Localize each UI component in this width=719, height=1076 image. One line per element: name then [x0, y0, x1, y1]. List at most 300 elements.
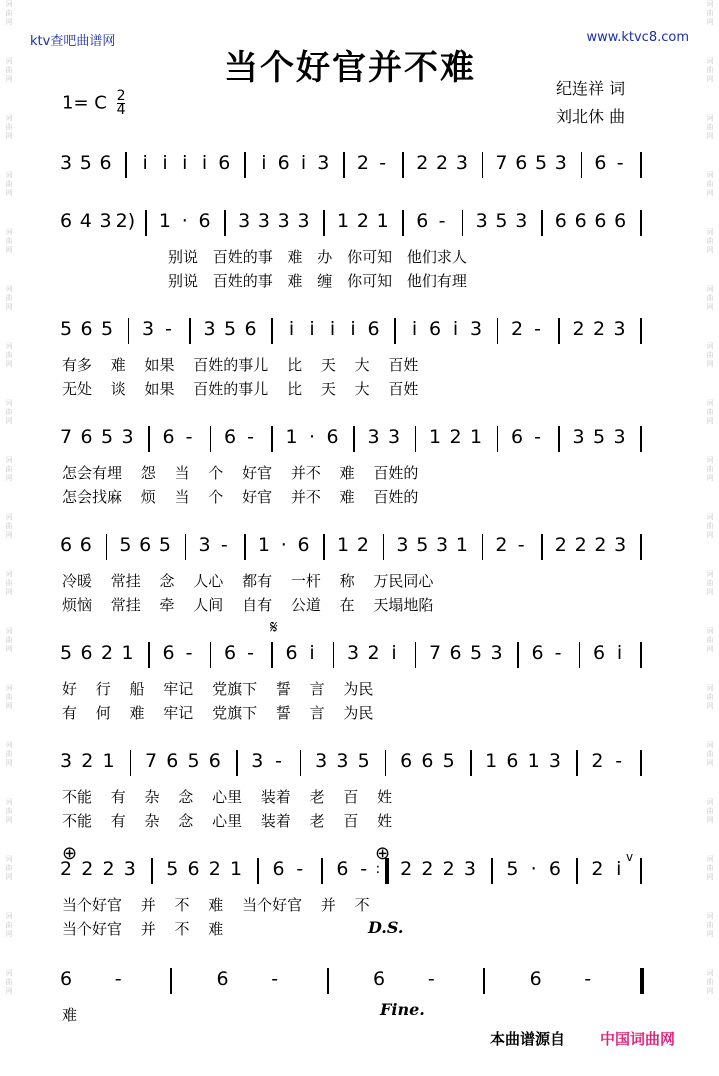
note: 6	[208, 750, 221, 772]
note: 3	[396, 534, 409, 556]
note: 6	[400, 750, 413, 772]
watermark-text: 词 曲 网	[706, 684, 714, 710]
note: 6	[166, 750, 179, 772]
note: 1	[257, 534, 270, 556]
lyric-line: 不能 有 杂 念 心里 装着 老 百 姓	[62, 812, 393, 830]
note: 5	[592, 426, 606, 448]
note: 3	[317, 152, 330, 174]
note: ·	[308, 426, 316, 448]
note: i	[288, 318, 295, 340]
barline	[148, 642, 150, 668]
note: 1	[428, 426, 442, 448]
note: 3	[572, 426, 585, 448]
lyric-line: 别说 百姓的事 难 缠 你可知 他们有理	[168, 272, 467, 290]
note: 2	[356, 152, 369, 174]
watermark-text: 词 曲 网	[5, 228, 13, 254]
watermark-text: 词 曲 网	[5, 342, 13, 368]
note: 6	[428, 318, 442, 340]
staff-row	[59, 210, 662, 240]
note: 1	[102, 750, 115, 772]
key-signature	[62, 90, 125, 117]
note: 6	[223, 642, 237, 664]
lyric-line: 难	[62, 1006, 78, 1024]
note: 5	[506, 858, 519, 880]
note: 6	[187, 858, 200, 880]
note: 6	[80, 318, 93, 340]
staff-row	[59, 426, 662, 456]
note: -	[616, 152, 624, 174]
note: i	[616, 858, 622, 880]
watermark-text: 词 曲 网	[706, 399, 714, 425]
note: 5	[158, 534, 171, 556]
barline	[640, 426, 642, 452]
note: 3	[203, 318, 216, 340]
watermark-text: 词 曲 网	[706, 456, 714, 482]
note: i	[309, 318, 315, 340]
barline	[640, 152, 642, 178]
barline	[497, 426, 499, 452]
watermark-text: 词 曲 网	[706, 798, 714, 824]
note: 6	[367, 318, 380, 340]
staff-row	[59, 318, 662, 348]
barline	[402, 152, 404, 178]
note: 6	[162, 426, 175, 448]
note: 1	[455, 534, 468, 556]
note: 2	[574, 534, 587, 556]
note: 5	[119, 534, 132, 556]
barline	[244, 152, 246, 178]
watermark-text: 词 曲 网	[5, 798, 13, 824]
note: 5	[223, 318, 237, 340]
note: 6	[515, 152, 528, 174]
note: 3	[336, 750, 349, 772]
note: -	[114, 968, 122, 990]
watermark-text: 词 曲 网	[5, 114, 13, 140]
barline	[483, 968, 485, 994]
note: 2	[554, 534, 567, 556]
note: 6	[373, 968, 386, 990]
watermark-right	[703, 0, 717, 1076]
barline	[640, 750, 642, 776]
note: 5	[357, 750, 370, 772]
watermark-text: 词 曲 网	[706, 0, 714, 26]
note: 5	[59, 318, 73, 340]
note: 1	[337, 210, 350, 232]
barline	[236, 750, 238, 776]
barline	[640, 534, 642, 560]
breath-mark-icon: v	[626, 850, 634, 864]
note: 2	[102, 858, 115, 880]
note: -	[534, 318, 541, 340]
barline	[640, 642, 642, 668]
barline	[640, 318, 642, 344]
barline	[640, 858, 642, 884]
note: 3	[141, 318, 155, 340]
lyric-line: 当个好官 并 不 难	[62, 920, 224, 938]
note: 2	[356, 210, 369, 232]
note: 6	[421, 750, 434, 772]
barline	[462, 210, 464, 236]
lyric-line: 有多 难 如果 百姓的事儿 比 天 大 百姓	[62, 356, 419, 374]
lyricist: 纪连祥 词	[556, 79, 626, 98]
note: -	[438, 210, 446, 232]
song-title: 当个好官并不难	[224, 48, 476, 88]
coda-icon: ⊕	[62, 843, 78, 864]
barline	[581, 152, 583, 178]
barline	[482, 152, 484, 178]
watermark-text: 词 曲 网	[5, 912, 13, 938]
fine-marking: Fine.	[380, 1000, 425, 1019]
site-url-right[interactable]: www.ktvc8.com	[586, 30, 689, 45]
note: 6	[592, 642, 606, 664]
note: 6	[139, 534, 152, 556]
barline	[130, 750, 132, 776]
watermark-text: 词 曲 网	[706, 114, 714, 140]
note: 6	[594, 152, 607, 174]
note: 3	[436, 534, 449, 556]
note: 5	[534, 152, 548, 174]
note: i	[452, 318, 459, 340]
watermark-text: 词 曲 网	[5, 399, 13, 425]
note: 6	[198, 210, 211, 232]
barline	[185, 534, 187, 560]
lyric-line: 冷暖 常挂 念 人心 都有 一杆 称 万民同心	[62, 572, 434, 590]
note: 7	[428, 642, 442, 664]
note: 6	[297, 534, 310, 556]
note: 3	[490, 642, 503, 664]
note: 1	[527, 750, 540, 772]
note: 3	[346, 642, 360, 664]
note: 2	[100, 642, 114, 664]
barline	[271, 318, 273, 344]
watermark-text: 词 曲 网	[5, 570, 13, 596]
note: 2	[416, 152, 429, 174]
ds-marking: D.S.	[368, 918, 404, 937]
barline	[558, 318, 560, 344]
note: 2	[208, 858, 221, 880]
staff-row	[59, 642, 662, 672]
note: 1	[376, 210, 389, 232]
note: 2	[367, 642, 380, 664]
barline	[257, 858, 259, 884]
note: 3	[315, 750, 328, 772]
barline	[579, 642, 581, 668]
lyric-line: 无处 谈 如果 百姓的事儿 比 天 大 百姓	[62, 380, 419, 398]
watermark-text: 词 曲 网	[706, 627, 714, 653]
note: i	[201, 152, 208, 174]
note: -	[247, 426, 254, 448]
barline	[244, 534, 246, 560]
note: i	[329, 318, 336, 340]
note: 6	[614, 210, 627, 232]
barline	[402, 210, 404, 236]
note: 5	[495, 210, 508, 232]
barline	[383, 534, 385, 560]
note: 3	[515, 210, 528, 232]
note: 6	[416, 210, 429, 232]
note: 6	[216, 968, 229, 990]
lyric-line: 烦恼 常挂 牵 人间 自有 公道 在 天塌地陷	[62, 596, 434, 614]
barline	[576, 858, 578, 884]
note: 3	[277, 210, 290, 232]
barline	[482, 534, 484, 560]
barline	[497, 318, 499, 344]
note: 6	[336, 858, 349, 880]
watermark-text: 词 曲 网	[706, 969, 714, 995]
watermark-text: 词 曲 网	[706, 285, 714, 311]
note: 7	[59, 426, 73, 448]
note: -	[534, 426, 541, 448]
barline	[189, 318, 191, 344]
note: 6	[574, 210, 587, 232]
note: -	[185, 426, 193, 448]
note: -	[517, 534, 525, 556]
note: 6	[80, 642, 93, 664]
note: 6	[223, 426, 237, 448]
lyric-line: 有 何 难 牢记 党旗下 誓 言 为民	[62, 704, 374, 722]
barline	[210, 642, 212, 668]
note: 3	[367, 426, 380, 448]
watermark-text: 词 曲 网	[706, 171, 714, 197]
barline	[517, 642, 519, 668]
note: 7	[495, 152, 508, 174]
note: 5	[59, 642, 73, 664]
note: -	[271, 968, 279, 990]
barline	[541, 210, 543, 236]
barline	[271, 426, 273, 452]
barline	[106, 534, 108, 560]
watermark-text: 词 曲 网	[706, 228, 714, 254]
note: 3	[59, 750, 73, 772]
note: 2	[591, 858, 604, 880]
note: 6	[510, 426, 524, 448]
barline	[385, 750, 387, 776]
barline	[394, 318, 396, 344]
footer-source: 本曲谱源自	[490, 1030, 566, 1048]
note: i	[261, 152, 267, 174]
barline	[491, 858, 493, 884]
watermark-text: 词 曲 网	[706, 57, 714, 83]
note: -	[360, 858, 368, 880]
lyric-line: 当个好官 并 不 难 当个好官 并 不	[62, 896, 370, 914]
barline	[128, 318, 130, 344]
note: 6	[554, 210, 567, 232]
note: -	[247, 642, 254, 664]
note: ·	[530, 858, 537, 880]
barline	[125, 152, 127, 178]
note: 1	[469, 426, 483, 448]
note: 3	[613, 318, 626, 340]
note: i	[411, 318, 418, 340]
note: -	[584, 968, 592, 990]
note: 5	[416, 534, 429, 556]
watermark-text: 词 曲 网	[5, 0, 13, 26]
note: i	[616, 642, 623, 664]
note: 1	[158, 210, 171, 232]
barline	[640, 210, 642, 236]
note: 6	[548, 858, 561, 880]
note: 6	[594, 210, 607, 232]
staff-row	[59, 534, 662, 564]
note: i	[182, 152, 188, 174]
note: 2	[594, 534, 607, 556]
barline	[224, 210, 226, 236]
composer: 刘北休 曲	[556, 107, 626, 126]
site-name-left[interactable]: ktv查吧曲谱网	[30, 34, 116, 49]
note: 6	[277, 152, 290, 174]
note: 5	[442, 750, 455, 772]
note: 1	[337, 534, 350, 556]
key-label: 1= C	[62, 92, 107, 114]
note: 6	[272, 858, 285, 880]
note: ·	[280, 534, 287, 556]
barline	[470, 750, 472, 776]
lyric-line: 怎会有埋 怨 当 个 好官 并不 难 百姓的	[62, 464, 419, 482]
coda-icon-2: ⊕	[375, 843, 391, 864]
note: 6	[59, 210, 73, 232]
footer-site[interactable]: 中国词曲网	[600, 1030, 676, 1048]
note: 6	[506, 750, 519, 772]
watermark-text: 词 曲 网	[706, 741, 714, 767]
watermark-text: 词 曲 网	[706, 570, 714, 596]
barline	[353, 426, 355, 452]
note: -	[165, 318, 172, 340]
staff-row	[59, 858, 662, 888]
staff-row	[59, 968, 662, 998]
note: 3	[455, 152, 468, 174]
barline	[333, 642, 335, 668]
watermark-text: 词 曲 网	[5, 513, 13, 539]
barline	[145, 210, 147, 236]
note: 2	[59, 858, 73, 880]
note: 6	[79, 534, 92, 556]
barline	[541, 534, 543, 560]
note: 6	[326, 426, 339, 448]
lyric-line: 怎会找麻 烦 当 个 好官 并不 难 百姓的	[62, 488, 419, 506]
watermark-text: 词 曲 网	[5, 456, 13, 482]
note: -	[554, 642, 562, 664]
note: 5	[187, 750, 200, 772]
note: 5	[100, 318, 114, 340]
barline	[300, 750, 302, 776]
watermark-text: 词 曲 网	[706, 855, 714, 881]
lyric-line: 别说 百姓的事 难 办 你可知 他们求人	[168, 248, 467, 266]
note: 2)	[115, 210, 136, 232]
note: 2	[81, 858, 94, 880]
note: i	[142, 152, 148, 174]
barline	[327, 968, 329, 994]
note: 3	[548, 750, 561, 772]
note: 3	[613, 426, 626, 448]
lyric-line: 不能 有 杂 念 心里 装着 老 百 姓	[62, 788, 393, 806]
watermark-text: 词 曲 网	[5, 969, 13, 995]
note: 2	[81, 750, 94, 772]
note: 6	[244, 318, 257, 340]
note: 3	[469, 318, 483, 340]
note: 3	[238, 210, 251, 232]
note: -	[185, 642, 193, 664]
note: 5	[166, 858, 179, 880]
barline	[210, 426, 212, 452]
note: -	[427, 968, 435, 990]
note: i	[391, 642, 397, 664]
barline	[323, 210, 325, 236]
watermark-text: 词 曲 网	[5, 171, 13, 197]
note: 2	[592, 318, 606, 340]
time-signature	[117, 90, 126, 117]
note: -	[379, 152, 387, 174]
note: 6	[162, 642, 175, 664]
watermark-text: 词 曲 网	[5, 741, 13, 767]
note: 3	[614, 534, 627, 556]
note: 3	[123, 858, 136, 880]
note: 1	[230, 858, 243, 880]
note: 6	[59, 968, 73, 990]
note: 7	[144, 750, 158, 772]
note: -	[220, 534, 228, 556]
note: 2	[356, 534, 369, 556]
barline	[271, 642, 273, 668]
watermark-text: 词 曲 网	[706, 912, 714, 938]
note: 6	[99, 152, 112, 174]
watermark-text: 词 曲 网	[5, 855, 13, 881]
note: -	[615, 750, 623, 772]
watermark-text: 词 曲 网	[706, 513, 714, 539]
note: 3	[554, 152, 567, 174]
note: 3	[387, 426, 401, 448]
staff-row	[59, 750, 662, 780]
note: 3	[463, 858, 476, 880]
watermark-text: 词 曲 网	[5, 627, 13, 653]
note: i	[300, 152, 307, 174]
watermark-text: 词 曲 网	[5, 684, 13, 710]
barline	[321, 858, 323, 884]
time-top: 2	[116, 88, 126, 104]
watermark-text: 词 曲 网	[5, 285, 13, 311]
note: 2	[572, 318, 585, 340]
lyric-line: 好 行 船 牢记 党旗下 誓 言 为民	[62, 680, 374, 698]
note: 6	[285, 642, 298, 664]
note: i	[309, 642, 315, 664]
note: -	[296, 858, 304, 880]
note: 5	[100, 426, 114, 448]
note: 6	[531, 642, 544, 664]
note: 2	[421, 858, 434, 880]
note: 2	[442, 858, 455, 880]
barline	[415, 426, 417, 452]
note: 2	[400, 858, 413, 880]
note: 4	[79, 210, 92, 232]
barline	[558, 426, 560, 452]
note: 3	[198, 534, 211, 556]
note: 6	[529, 968, 542, 990]
note: 2	[591, 750, 604, 772]
note: 1	[121, 642, 134, 664]
segno-icon: 𝄋	[270, 617, 278, 638]
note: 3	[475, 210, 488, 232]
note: 3	[99, 210, 112, 232]
barline	[151, 858, 153, 884]
note: ·	[181, 210, 188, 232]
note: 6	[218, 152, 231, 174]
barline	[343, 152, 345, 178]
note: 2	[436, 152, 449, 174]
note: 1	[485, 750, 498, 772]
watermark-text: 词 曲 网	[706, 342, 714, 368]
barline	[170, 968, 172, 994]
note: 3	[297, 210, 310, 232]
repeat-dots: :	[375, 861, 381, 877]
